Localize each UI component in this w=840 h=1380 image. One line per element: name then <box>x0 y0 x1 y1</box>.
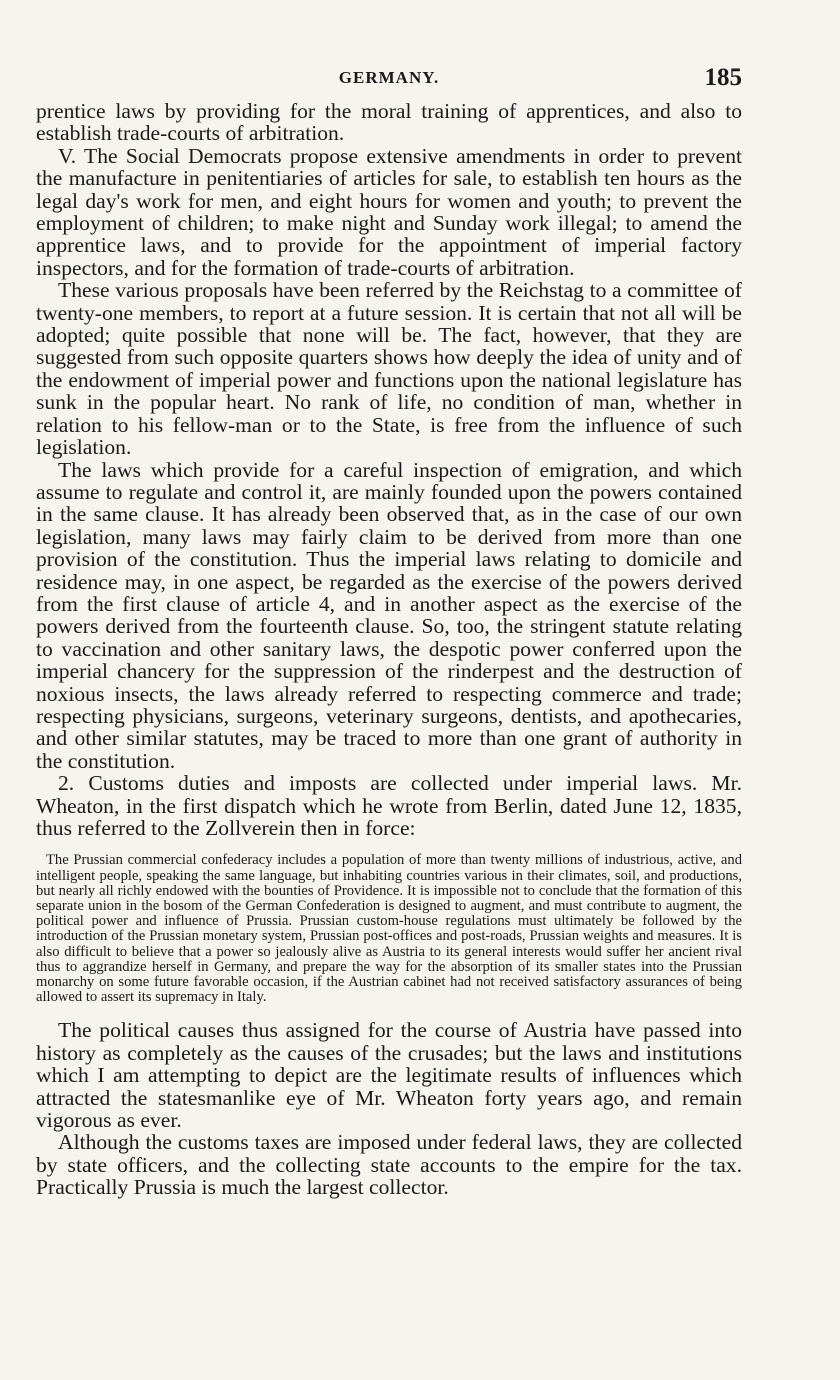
paragraph-customs-duties: 2. Customs duties and imposts are collected under imperial laws. Mr. Wheaton, in the first dispatch which he wrote from Berlin, dated June 12, 1835, thus referred to the Zollverein then in force: <box>36 771 742 840</box>
block-quote-wheaton-dispatch: The Prussian commercial confederacy includes a population of more than twenty millions of industrious, active, and intelligent people, speaking the same language, but inhabiting countries various in their climates, soil, and productions, but nearly all richly endowed with the bounties of Providence. It is impossible not to conclude that the formation of this separate union in the bosom of the German Confederation is designed to augment, and must contribute to augment, the political power and influence of Prussia. Prussian custom-house regulations must ultimately be followed by the introduction of the Prussian monetary system, Prussian post-offices and post-roads, Prussian weights and measures. It is also difficult to believe that a power so jealously alive as Austria to its general interests would suffer her ancient rival thus to aggrandize herself in Germany, and prepare the way for the absorption of its smaller states into the Prussian monarchy on some future favorable occasion, if the Austrian cabinet had not received satisfactory assurances of being allowed to assert its supremacy in Italy. <box>36 852 742 1006</box>
paragraph-social-democrats: V. The Social Democrats propose extensive amendments in order to prevent the manufacture in penitentiaries of articles for sale, to establish ten hours as the legal day's work for men, and eight hours for women and youth; to prevent the employment of children; to make night and Sunday work illegal; to amend the apprentice laws, and to provide for the appointment of imperial factory inspectors, and for the formation of trade-courts of arbitration. <box>36 143 742 280</box>
running-head <box>36 60 742 100</box>
text-block <box>36 60 742 1199</box>
page-number: 185 <box>704 64 742 91</box>
paragraph-continuation: prentice laws by providing for the moral training of apprentices, and also to establish trade-courts of arbitration. <box>36 99 742 146</box>
paragraph-emigration-laws: The laws which provide for a careful inspection of emigration, and which assume to regulate and control it, are mainly founded upon the powers contained in the same clause. It has already been observed that, as in the case of our own legislation, many laws may fairly claim to be derived from more than one provision of the constitution. Thus the imperial laws relating to domicile and residence may, in one aspect, be regarded as the exercise of the powers derived from the first clause of article 4, and in another aspect as the exercise of the powers derived from the fourteenth clause. So, too, the stringent statute relating to vaccination and other sanitary laws, the despotic power conferred upon the imperial chancery for the suppression of the rinderpest and the destruction of noxious insects, the laws already referred to respecting commerce and trade; respecting physicians, surgeons, veterinary surgeons, dentists, and apothecaries, and other similar statutes, may be traced to more than one grant of authority in the constitution. <box>36 457 742 773</box>
paragraph-customs-collection: Although the customs taxes are imposed under federal laws, they are collected by state officers, and the collecting state accounts to the empire for the tax. Practically Prussia is much the largest collector. <box>36 1130 742 1200</box>
paragraph-reichstag-proposals: These various proposals have been referred by the Reichstag to a committee of twenty-one members, to report at a future session. It is certain that not all will be adopted; quite possible that none will be. The fact, however, that they are suggested from such opposite quarters shows how deeply the idea of unity and of the endowment of imperial power and functions upon the national legislature has sunk in the popular heart. No rank of life, no condition of man, whether in relation to his fellow-man or to the State, is free from the influence of such legislation. <box>36 278 742 460</box>
paragraph-political-causes: The political causes thus assigned for the course of Austria have passed into history as completely as the causes of the crusades; but the laws and institutions which I am attempting to depict are the legitimate results of influences which attracted the statesmanlike eye of Mr. Wheaton forty years ago, and remain vigorous as ever. <box>36 1018 742 1133</box>
running-head-title: GERMANY. <box>338 68 440 87</box>
